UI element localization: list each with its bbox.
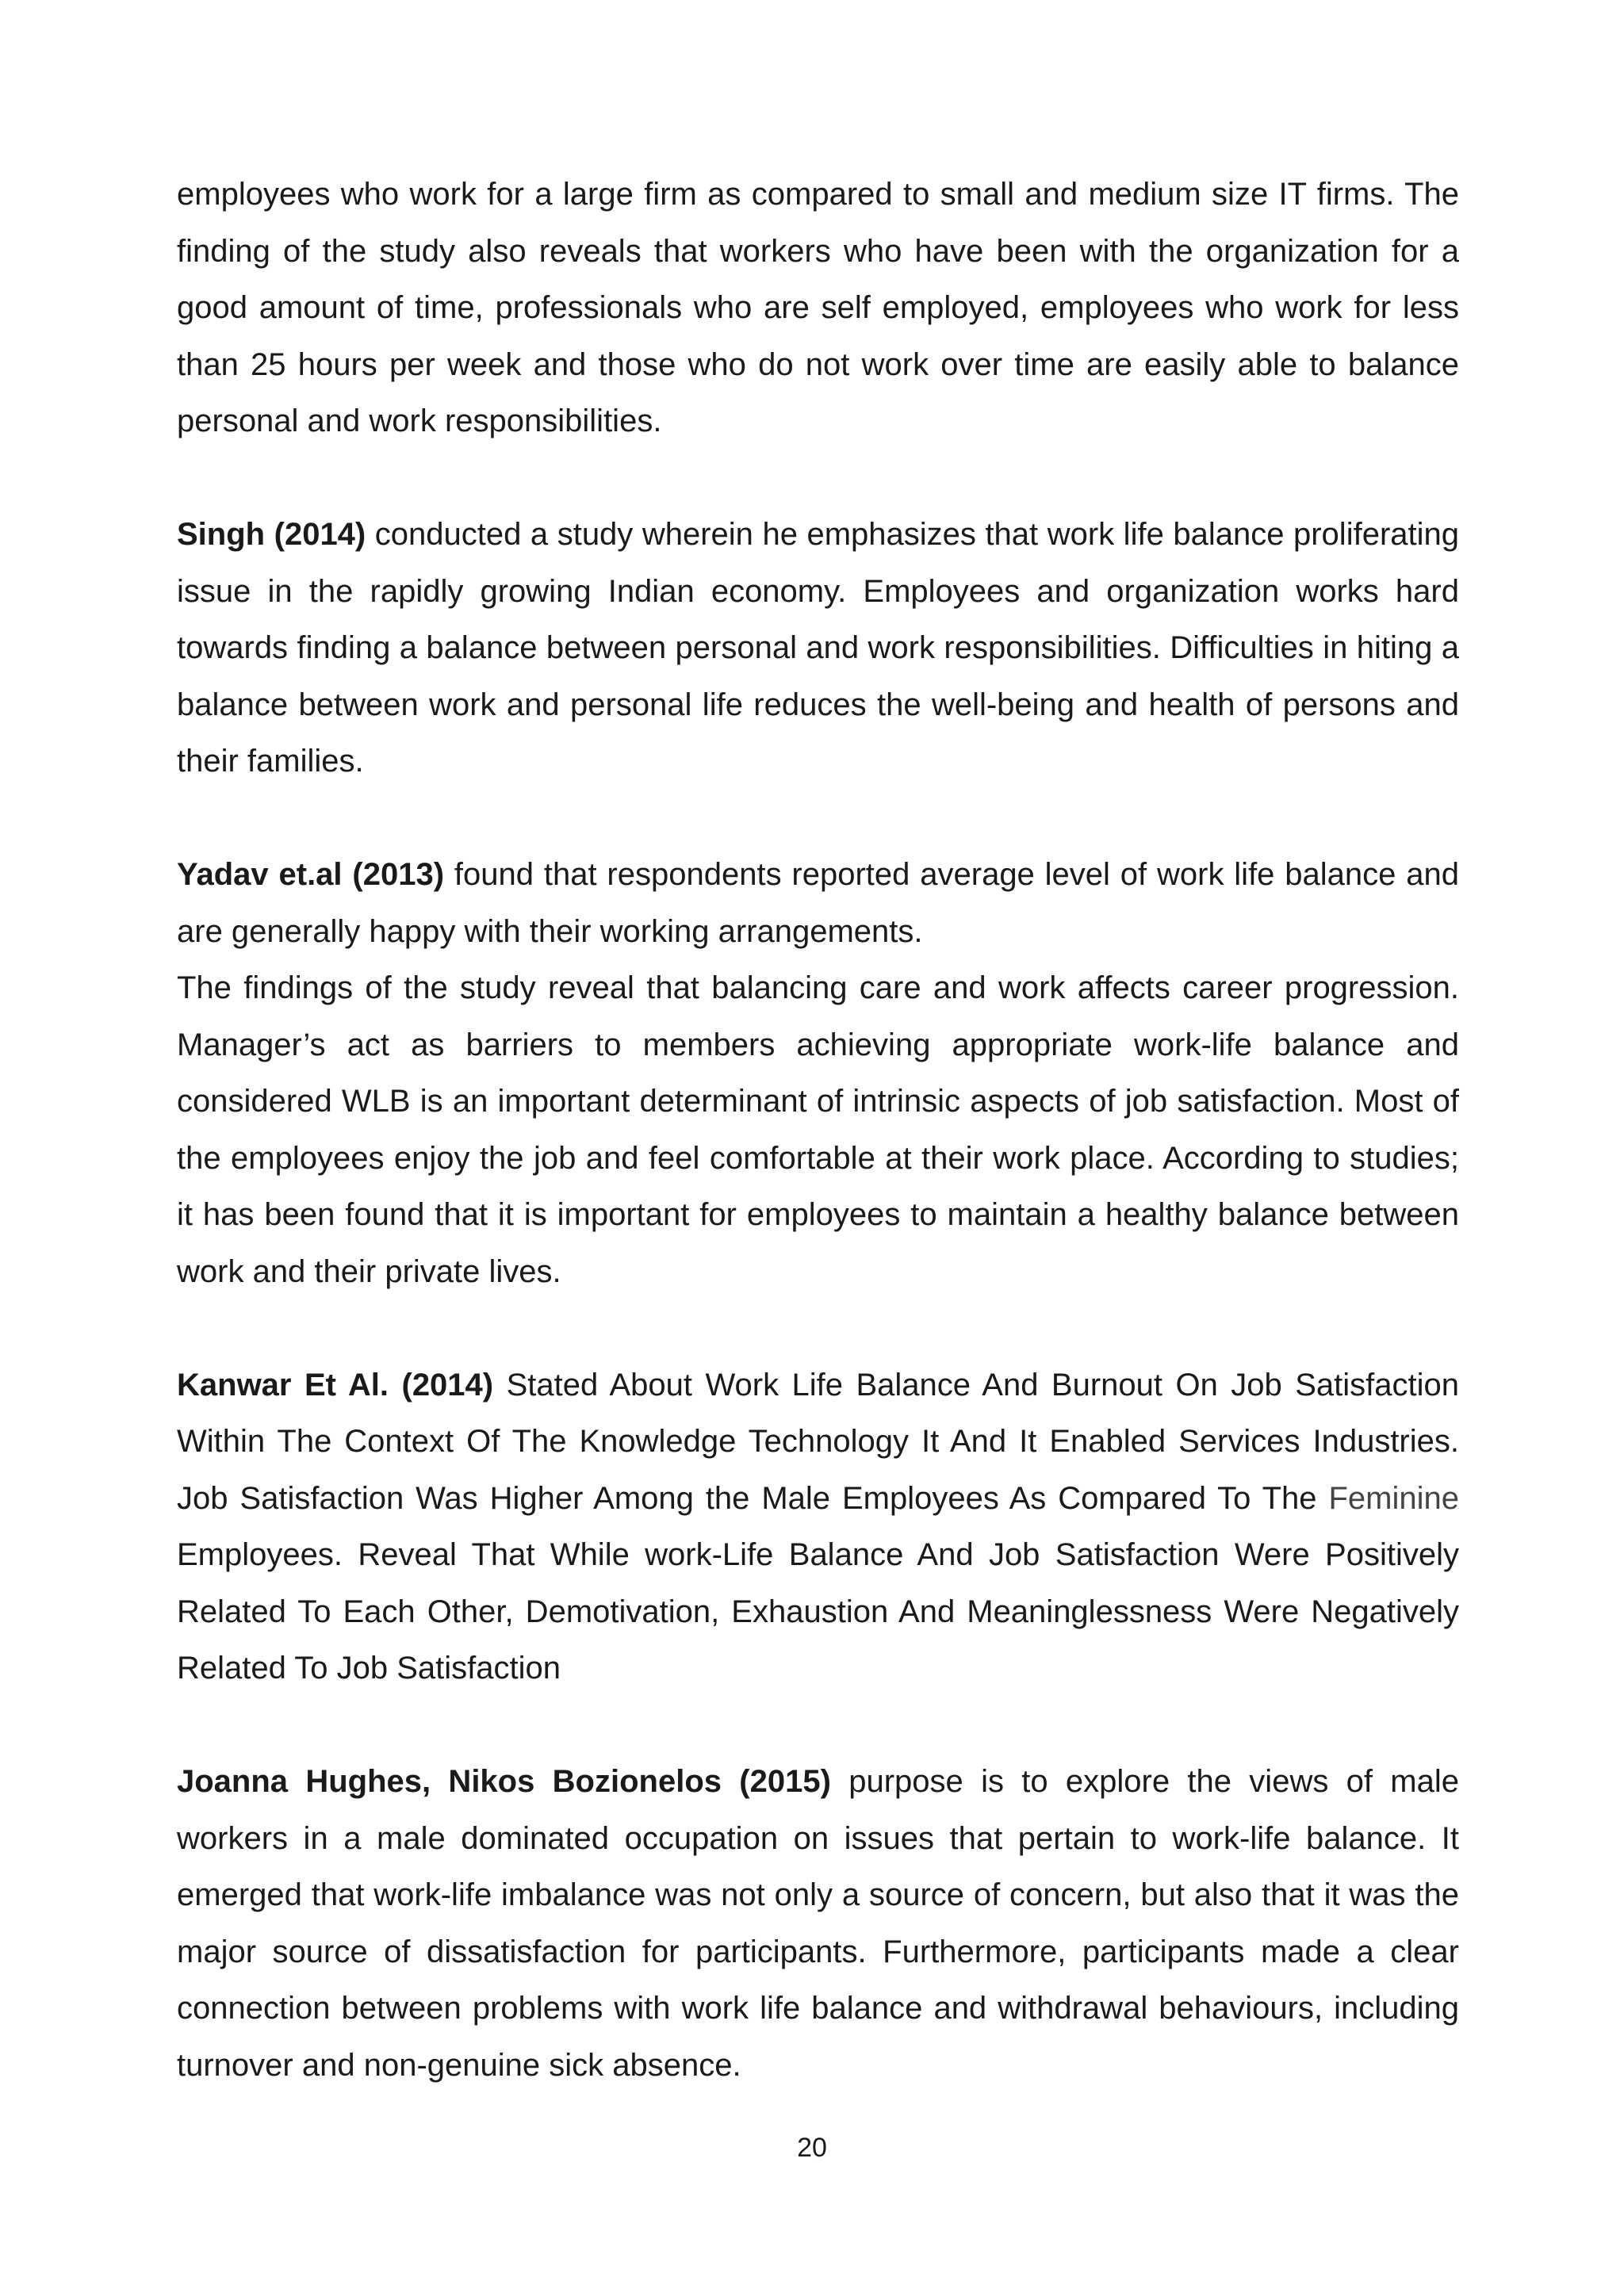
citation-hughes-bozionelos-2015: Joanna Hughes, Nikos Bozionelos (2015) bbox=[177, 1764, 831, 1799]
paragraph-it-firms bbox=[177, 166, 1459, 450]
paragraph-kanwar-2014 bbox=[177, 1357, 1459, 1697]
paragraph-gap bbox=[177, 1300, 1459, 1357]
paragraph-gap bbox=[177, 450, 1459, 507]
paragraph-gap bbox=[177, 1697, 1459, 1755]
paragraph-singh-2014 bbox=[177, 507, 1459, 790]
citation-yadav-2013: Yadav et.al (2013) bbox=[177, 857, 445, 892]
paragraph-text: found that respondents reported average level of work life balance and are generally happy with their working arrangements. bbox=[177, 857, 1459, 949]
paragraph-text: conducted a study wherein he emphasizes that work life balance proliferating issue in the rapidly growing Indian economy. Employees and organization works hard towards finding a balance between personal and work responsibilities. Difficulties in hiting a balance between work and personal life reduces the well-being and health of persons and their families. bbox=[177, 517, 1459, 779]
citation-singh-2014: Singh (2014) bbox=[177, 517, 366, 552]
paragraph-text: The findings of the study reveal that balancing care and work affects career progression. Manager’s act as barriers to members achieving appropriate work-life balance and considered WLB is an important determinant of intrinsic aspects of job satisfaction. Most of the employees enjoy the job and feel comfortable at their work place. According to studies; it has been found that it is important for employees to maintain a healthy balance between work and their private lives. bbox=[177, 970, 1459, 1289]
paragraph-text: Employees. Reveal That While work-Life Balance And Job Satisfaction Were Positively Related To Each Other, Demotivation, Exhaustion And Meaninglessness Were Negatively Related To Job Satisfaction bbox=[177, 1537, 1459, 1686]
paragraph-yadav-2013 bbox=[177, 847, 1459, 960]
paragraph-hughes-bozionelos-2015 bbox=[177, 1754, 1459, 2094]
paragraph-text: purpose is to explore the views of male workers in a male dominated occupation on issues that pertain to work-life balance. It emerged that work-life imbalance was not only a source of concern, but also that it was the major source of dissatisfaction for participants. Furthermore, participants made a clear connection between problems with work life balance and withdrawal behaviours, including turnover and non-genuine sick absence. bbox=[177, 1764, 1459, 2083]
paragraph-findings bbox=[177, 960, 1459, 1300]
page-number: 20 bbox=[797, 2133, 827, 2163]
paragraph-gap bbox=[177, 790, 1459, 848]
paragraph-highlight-word: Feminine bbox=[1328, 1480, 1459, 1516]
document-body bbox=[177, 166, 1459, 2094]
paragraph-text: employees who work for a large firm as compared to small and medium size IT firms. The finding of the study also reveals that workers who have been with the organization for a good amount of time, professionals who are self employed, employees who work for less than 25 hours per week and those who do not work over time are easily able to balance personal and work responsibilities. bbox=[177, 177, 1459, 438]
citation-kanwar-2014: Kanwar Et Al. (2014) bbox=[177, 1367, 494, 1402]
paragraph-text: Stated About Work Life Balance And Burnout On Job Satisfaction Within The Context Of The Knowledge Technology It And It Enabled Services Industries. Job Satisfaction Was Higher Among the Male Employees As Compared To The bbox=[177, 1367, 1459, 1516]
